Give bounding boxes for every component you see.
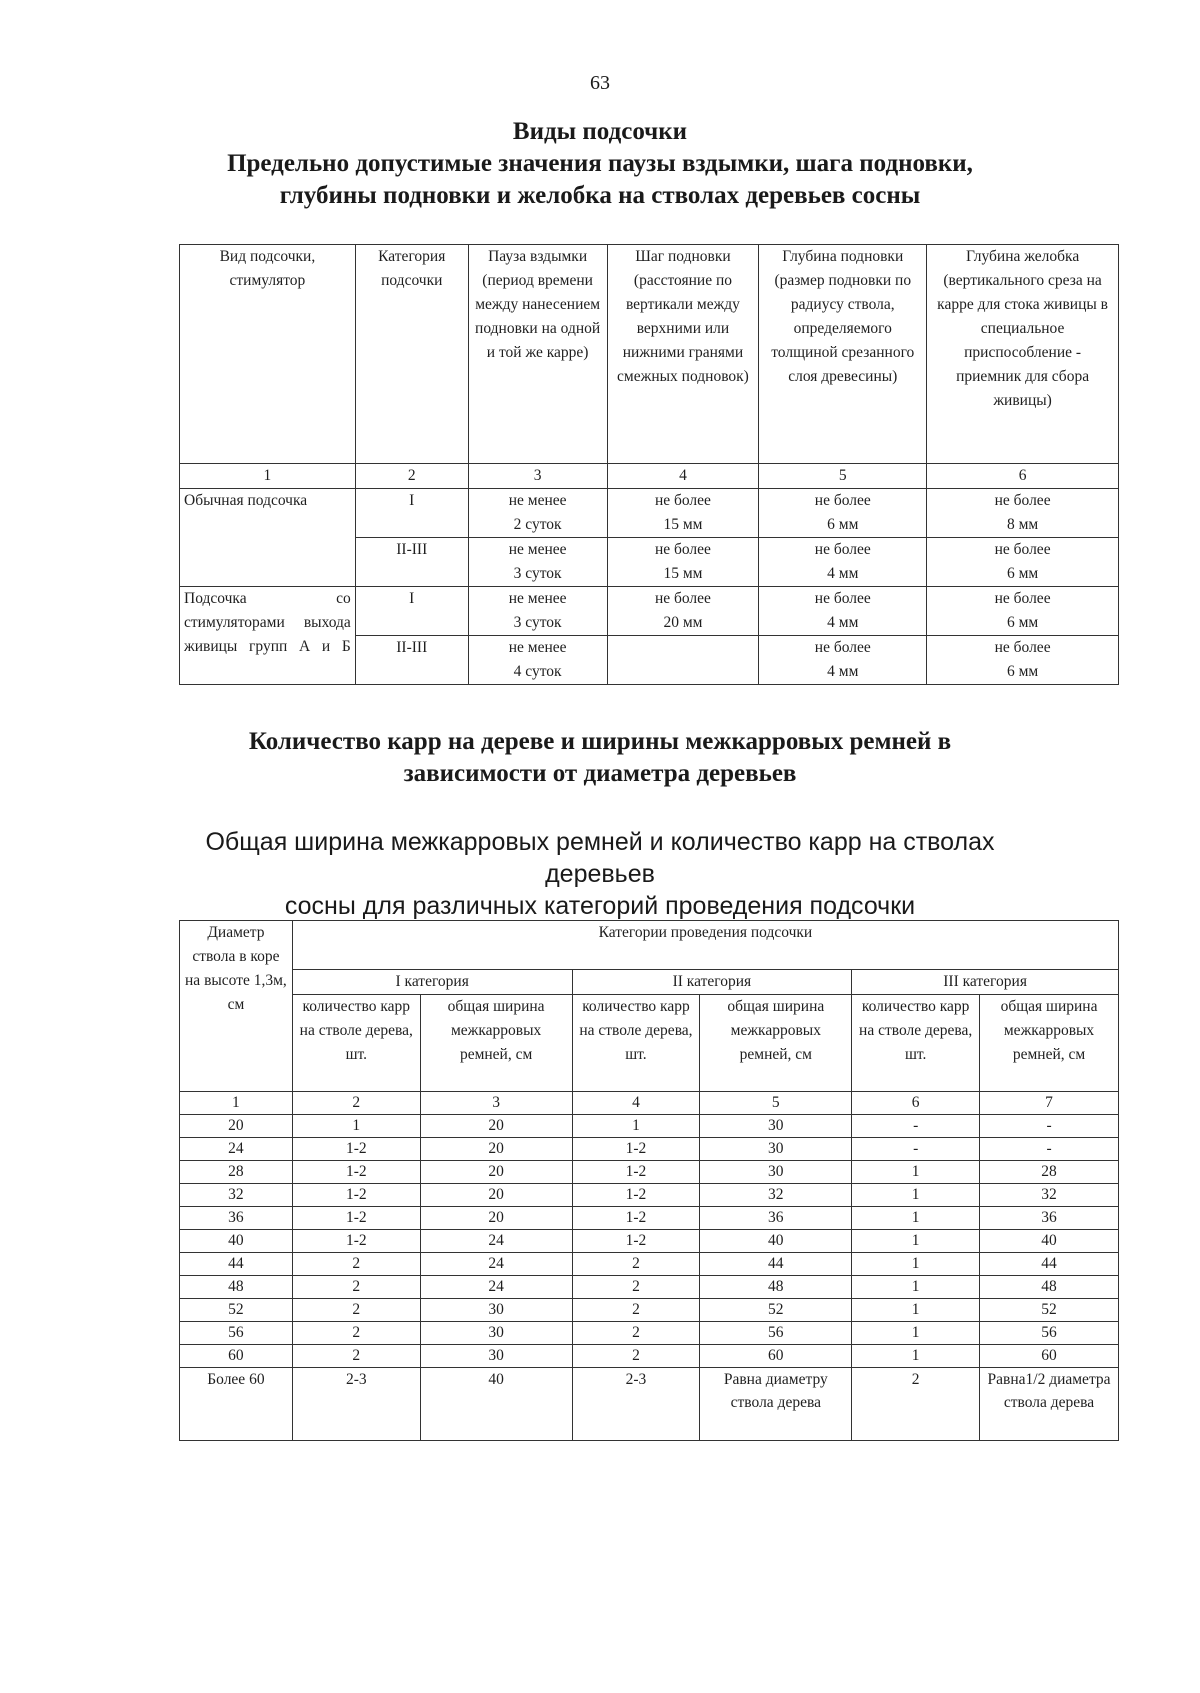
header-category: Категория подсочки [355, 245, 468, 464]
count-cell: 1-2 [572, 1207, 700, 1230]
tapping-type-cell: Обычная подсочка [180, 489, 356, 587]
table-row [180, 1138, 1119, 1161]
table-row [180, 1345, 1119, 1368]
width-cell: 48 [980, 1276, 1119, 1299]
cell-line: не менее [508, 590, 567, 607]
count-cell: 1-2 [292, 1138, 420, 1161]
step-cell [607, 636, 759, 685]
cell-line: не менее [508, 639, 567, 656]
cell-line: 8 мм [1006, 516, 1039, 533]
column-number: 4 [572, 1092, 700, 1115]
cell-line: 4 мм [827, 614, 859, 631]
diameter-cell: 60 [180, 1345, 293, 1368]
category-cell: I [355, 587, 468, 636]
pause-cell [468, 489, 607, 538]
count-cell: - [852, 1115, 980, 1138]
diameter-cell: 56 [180, 1322, 293, 1345]
column-number: 3 [468, 464, 607, 489]
count-cell: 2 [572, 1276, 700, 1299]
column-number-row [180, 1092, 1119, 1115]
cell-line: 6 мм [1006, 565, 1039, 582]
count-cell: 1-2 [572, 1230, 700, 1253]
width-cell: - [980, 1138, 1119, 1161]
cell-line: не более [814, 639, 871, 656]
header-depth: Глубина подновки (размер подновки по радиусу ствола, определяемого толщиной срезанного слоя древесины) [759, 245, 927, 464]
width-cell: 48 [700, 1276, 852, 1299]
header-diameter: Диаметр ствола в коре на высоте 1,3м, см [180, 921, 293, 1092]
header-pause: Пауза вздымки (период времени между нанесением подновки на одной и той же карре) [468, 245, 607, 464]
column-number-row [180, 464, 1119, 489]
diameter-cell: 24 [180, 1138, 293, 1161]
diameter-cell: 48 [180, 1276, 293, 1299]
section1-title-line: Предельно допустимые значения паузы вздымки, шага подновки, [227, 150, 973, 177]
width-cell: 52 [980, 1299, 1119, 1322]
table-row [180, 1322, 1119, 1345]
width-cell: 30 [420, 1322, 572, 1345]
pause-cell [468, 538, 607, 587]
width-cell: 20 [420, 1161, 572, 1184]
column-number: 5 [759, 464, 927, 489]
table-row [180, 1368, 1119, 1441]
carres-table-body [180, 1092, 1119, 1441]
diameter-cell: 40 [180, 1230, 293, 1253]
width-cell: 40 [700, 1230, 852, 1253]
tapping-limits-table [179, 244, 1119, 685]
table-row [180, 1115, 1119, 1138]
count-cell: 1 [852, 1276, 980, 1299]
section1-title-line: Виды подсочки [512, 118, 688, 145]
column-number: 2 [292, 1092, 420, 1115]
count-cell: 1-2 [292, 1207, 420, 1230]
section2-subtitle-line: Общая ширина межкарровых ремней и количество карр на стволах деревьев [205, 828, 995, 888]
count-cell: 2 [292, 1345, 420, 1368]
width-cell: 20 [420, 1207, 572, 1230]
count-cell: 2 [572, 1299, 700, 1322]
cell-line: 3 суток [513, 565, 562, 582]
width-cell: 20 [420, 1115, 572, 1138]
count-cell: 2 [572, 1253, 700, 1276]
count-cell: 1 [852, 1207, 980, 1230]
width-cell: 28 [980, 1161, 1119, 1184]
count-cell: 1 [292, 1115, 420, 1138]
header-count: количество карр на стволе дерева, шт. [292, 995, 420, 1092]
column-number: 3 [420, 1092, 572, 1115]
width-cell: 44 [980, 1253, 1119, 1276]
cell-line: не более [994, 492, 1051, 509]
width-cell: 30 [420, 1299, 572, 1322]
section1-title [150, 116, 1050, 212]
cell-line: 4 мм [827, 663, 859, 680]
cell-line: 6 мм [1006, 614, 1039, 631]
width-cell: 56 [980, 1322, 1119, 1345]
width-cell: 24 [420, 1253, 572, 1276]
count-cell: 2 [292, 1299, 420, 1322]
count-cell: 1 [852, 1345, 980, 1368]
groove-cell [927, 538, 1119, 587]
diameter-cell: 52 [180, 1299, 293, 1322]
step-cell [607, 538, 759, 587]
count-cell: 1 [852, 1184, 980, 1207]
column-number: 4 [607, 464, 759, 489]
cell-line: не более [814, 541, 871, 558]
groove-cell [927, 587, 1119, 636]
width-cell: 20 [420, 1138, 572, 1161]
section2-title-line: зависимости от диаметра деревьев [403, 760, 797, 787]
width-cell: 30 [700, 1115, 852, 1138]
width-cell: 40 [980, 1230, 1119, 1253]
header-category-1: I категория [292, 970, 572, 995]
header-tapping-type: Вид подсочки, стимулятор [180, 245, 356, 464]
column-number: 7 [980, 1092, 1119, 1115]
count-cell: - [852, 1138, 980, 1161]
width-cell: 36 [700, 1207, 852, 1230]
table-row [180, 1161, 1119, 1184]
width-cell: 32 [700, 1184, 852, 1207]
width-cell: 52 [700, 1299, 852, 1322]
depth-cell [759, 538, 927, 587]
count-cell: 2 [292, 1253, 420, 1276]
cell-line: 15 мм [663, 516, 703, 533]
cell-line: 2 суток [513, 516, 562, 533]
width-cell: 56 [700, 1322, 852, 1345]
section1-title-line: глубины подновки и желобка на стволах деревьев сосны [279, 182, 921, 209]
count-cell: 1 [852, 1161, 980, 1184]
width-cell: 60 [980, 1345, 1119, 1368]
count-cell: 1 [852, 1230, 980, 1253]
section2-subtitle-line: сосны для различных категорий проведения подсочки [284, 892, 916, 920]
section2-title [150, 726, 1050, 790]
cell-line: 6 мм [827, 516, 859, 533]
width-cell: 24 [420, 1276, 572, 1299]
count-cell: 2 [292, 1276, 420, 1299]
table-row [180, 1299, 1119, 1322]
header-width: общая ширина межкарровых ремней, см [700, 995, 852, 1092]
width-cell: 40 [420, 1368, 572, 1441]
count-cell: 2 [292, 1322, 420, 1345]
category-cell: II-III [355, 538, 468, 587]
cell-line: 4 суток [513, 663, 562, 680]
count-cell: 1 [572, 1115, 700, 1138]
column-number: 6 [927, 464, 1119, 489]
cell-line: не более [654, 492, 711, 509]
width-cell: 36 [980, 1207, 1119, 1230]
count-cell: 1-2 [292, 1161, 420, 1184]
header-count: количество карр на стволе дерева, шт. [572, 995, 700, 1092]
column-number: 6 [852, 1092, 980, 1115]
column-number: 1 [180, 464, 356, 489]
header-groove: Глубина желобка (вертикального среза на карре для стока живицы в специальное приспособление - приемник для сбора живицы) [927, 245, 1119, 464]
column-number: 1 [180, 1092, 293, 1115]
section2-subtitle [150, 826, 1050, 922]
count-cell: 1-2 [572, 1184, 700, 1207]
width-cell: 30 [700, 1138, 852, 1161]
cell-line: 20 мм [663, 614, 703, 631]
count-cell: 2-3 [292, 1368, 420, 1441]
cell-line: 6 мм [1006, 663, 1039, 680]
cell-line: не менее [508, 541, 567, 558]
table-row [180, 1276, 1119, 1299]
depth-cell [759, 489, 927, 538]
cell-line: не более [654, 590, 711, 607]
cell-line: не более [994, 590, 1051, 607]
count-cell: 1 [852, 1253, 980, 1276]
table-row [180, 1207, 1119, 1230]
category-cell: I [355, 489, 468, 538]
cell-line: не более [994, 541, 1051, 558]
cell-line: не более [654, 541, 711, 558]
page-number: 63 [590, 72, 610, 94]
width-cell: 24 [420, 1230, 572, 1253]
header-category-3: III категория [852, 970, 1119, 995]
width-cell: 44 [700, 1253, 852, 1276]
count-cell: 2-3 [572, 1368, 700, 1441]
pause-cell [468, 587, 607, 636]
step-cell [607, 587, 759, 636]
header-count: количество карр на стволе дерева, шт. [852, 995, 980, 1092]
table-row [180, 1253, 1119, 1276]
cell-line: не более [994, 639, 1051, 656]
diameter-cell: 28 [180, 1161, 293, 1184]
tapping-type-cell: Подсочка со стимуляторами выхода живицы групп А и Б [180, 587, 356, 685]
carres-width-table [179, 920, 1119, 1441]
count-cell: 1-2 [572, 1161, 700, 1184]
table-row [180, 1184, 1119, 1207]
cell-line: не менее [508, 492, 567, 509]
section2-title-line: Количество карр на дереве и ширины межкарровых ремней в [248, 728, 952, 755]
count-cell: 1 [852, 1322, 980, 1345]
width-cell: 20 [420, 1184, 572, 1207]
count-cell: 2 [572, 1322, 700, 1345]
table-row [180, 1230, 1119, 1253]
header-category-2: II категория [572, 970, 852, 995]
count-cell: 2 [852, 1368, 980, 1441]
diameter-cell: 32 [180, 1184, 293, 1207]
cell-line: 15 мм [663, 565, 703, 582]
diameter-cell: Более 60 [180, 1368, 293, 1441]
diameter-cell: 36 [180, 1207, 293, 1230]
diameter-cell: 44 [180, 1253, 293, 1276]
width-cell: 30 [700, 1161, 852, 1184]
width-cell: Равна1/2 диаметра ствола дерева [980, 1368, 1119, 1441]
cell-line: 3 суток [513, 614, 562, 631]
step-cell [607, 489, 759, 538]
table-row [180, 587, 1119, 636]
count-cell: 2 [572, 1345, 700, 1368]
column-number: 2 [355, 464, 468, 489]
header-width: общая ширина межкарровых ремней, см [980, 995, 1119, 1092]
width-cell: 60 [700, 1345, 852, 1368]
depth-cell [759, 636, 927, 685]
category-cell: II-III [355, 636, 468, 685]
count-cell: 1 [852, 1299, 980, 1322]
cell-line: не более [814, 590, 871, 607]
groove-cell [927, 489, 1119, 538]
count-cell: 1-2 [292, 1184, 420, 1207]
table-row [180, 489, 1119, 538]
header-step: Шаг подновки (расстояние по вертикали между верхними или нижними гранями смежных подновок) [607, 245, 759, 464]
header-categories: Категории проведения подсочки [292, 921, 1118, 970]
count-cell: 1-2 [292, 1230, 420, 1253]
cell-line: 4 мм [827, 565, 859, 582]
groove-cell [927, 636, 1119, 685]
header-width: общая ширина межкарровых ремней, см [420, 995, 572, 1092]
column-number: 5 [700, 1092, 852, 1115]
pause-cell [468, 636, 607, 685]
width-cell: - [980, 1115, 1119, 1138]
cell-line: не более [814, 492, 871, 509]
depth-cell [759, 587, 927, 636]
width-cell: 30 [420, 1345, 572, 1368]
count-cell: 1-2 [572, 1138, 700, 1161]
diameter-cell: 20 [180, 1115, 293, 1138]
width-cell: Равна диаметру ствола дерева [700, 1368, 852, 1441]
width-cell: 32 [980, 1184, 1119, 1207]
